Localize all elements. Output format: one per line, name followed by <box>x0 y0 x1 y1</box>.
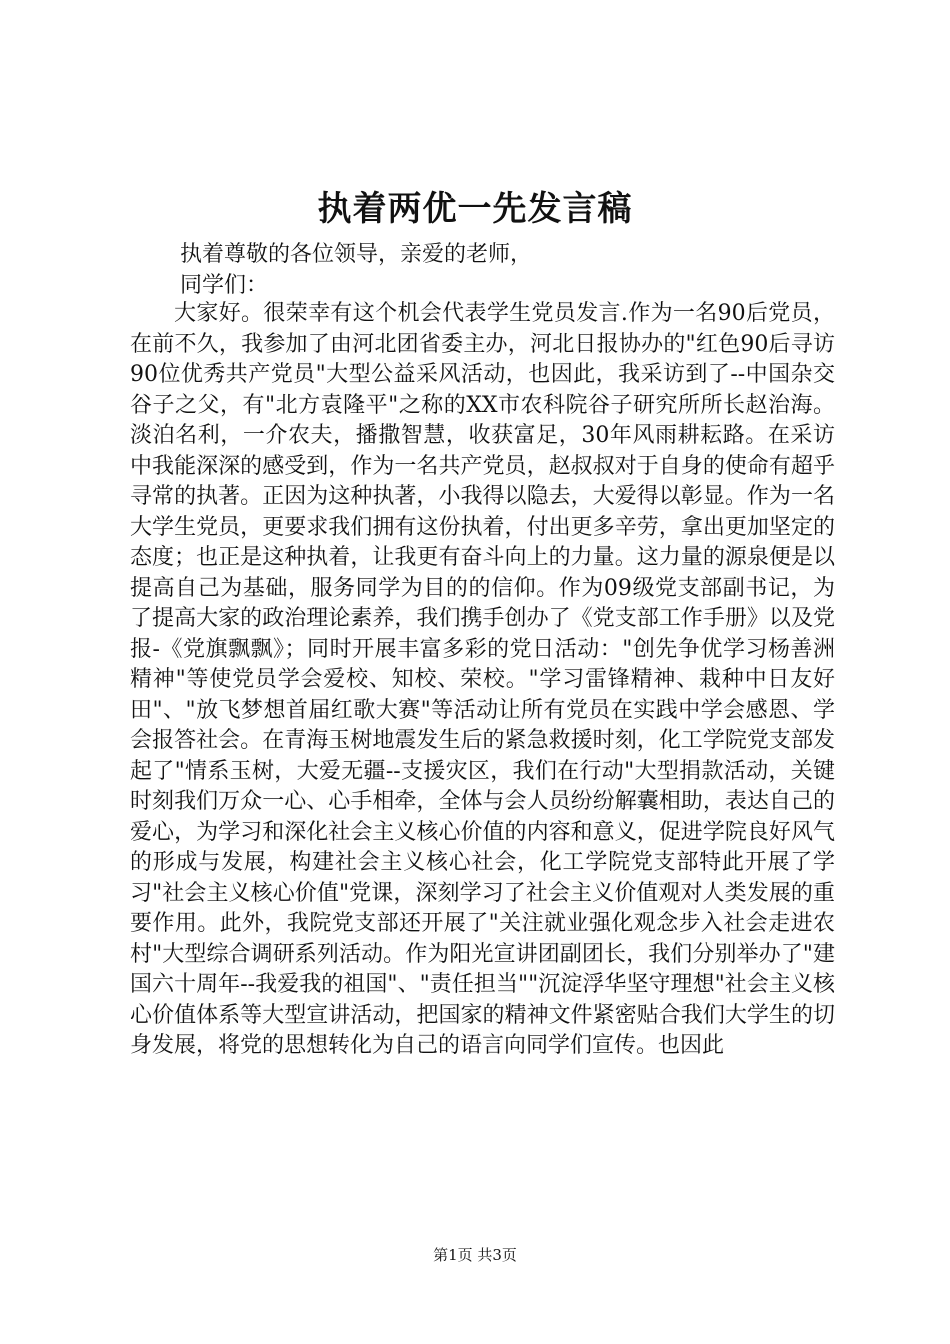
body-paragraph: 大家好。很荣幸有这个机会代表学生党员发言.作为一名90后党员，在前不久，我参加了由河北团省委主办，河北日报协办的"红色90后寻访90位优秀共产党员"大型公益采风活动，也因此，我采访到了--中国杂交谷子之父，有"北方袁隆平"之称的XX市农科院谷子研究所所长赵治海。淡泊名利，一介农夫，播撒智慧，收获富足，30年风雨耕耘路。在采访中我能深深的感受到，作为一名共产党员，赵叔叔对于自身的使命有超乎寻常的执著。正因为这种执著，小我得以隐去，大爱得以彰显。作为一名大学生党员，更要求我们拥有这份执着，付出更多辛劳，拿出更加坚定的态度；也正是这种执着，让我更有奋斗向上的力量。这力量的源泉便是以提高自己为基础，服务同学为目的的信仰。作为09级党支部副书记，为了提高大家的政治理论素养，我们携手创办了《党支部工作手册》以及党报-《党旗飘飘》；同时开展丰富多彩的党日活动："创先争优学习杨善洲精神"等使党员学会爱校、知校、荣校。"学习雷锋精神、栽种中日友好田"、"放飞梦想首届红歌大赛"等活动让所有党员在实践中学会感恩、学会报答社会。在青海玉树地震发生后的紧急救援时刻，化工学院党支部发起了"情系玉树，大爱无疆--支援灾区，我们在行动"大型捐款活动，关键时刻我们万众一心、心手相牵，全体与会人员纷纷解囊相助，表达自己的爱心，为学习和深化社会主义核心价值的内容和意义，促进学院良好风气的形成与发展，构建社会主义核心社会，化工学院党支部特此开展了学习"社会主义核心价值"党课，深刻学习了社会主义价值观对人类发展的重要作用。此外，我院党支部还开展了"关注就业强化观念步入社会走进农村"大型综合调研系列活动。作为阳光宣讲团副团长，我们分别举办了"建国六十周年--我爱我的祖国"、"责任担当""沉淀浮华坚守理想"社会主义核心价值体系等大型宣讲活动，把国家的精神文件紧密贴合我们大学生的切身发展，将党的思想转化为自己的语言向同学们宣传。也因此 <box>130 301 835 1058</box>
document-title: 执着两优一先发言稿 <box>317 189 633 229</box>
page-number: 第1页 共3页 <box>433 1246 517 1264</box>
salutation-line-1: 执着尊敬的各位领导，亲爱的老师， <box>180 242 533 267</box>
salutation-line-2: 同学们： <box>180 273 269 298</box>
